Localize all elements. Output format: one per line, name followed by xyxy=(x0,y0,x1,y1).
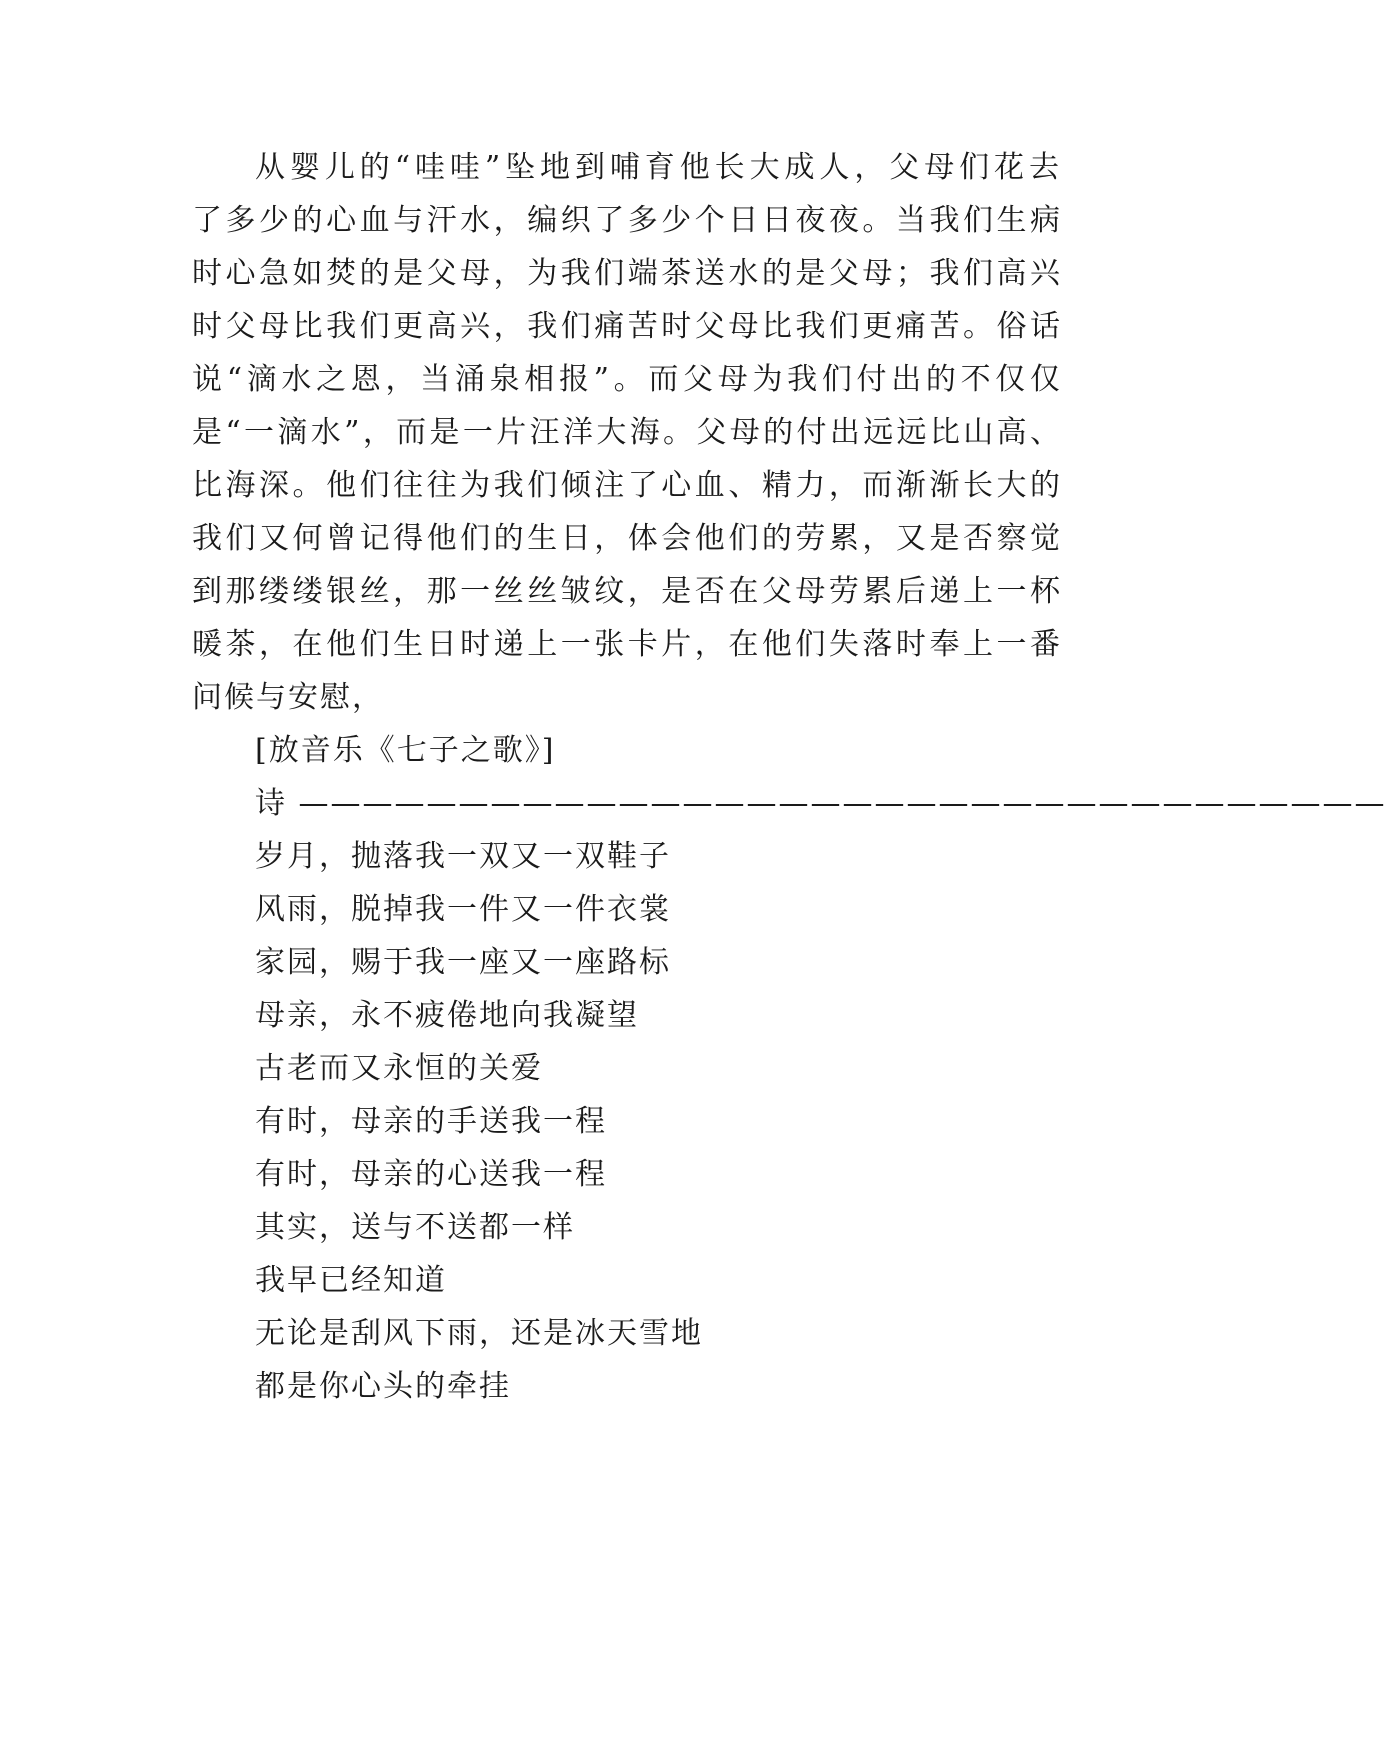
poem-line: 风雨，脱掉我一件又一件衣裳 xyxy=(255,892,671,927)
paragraph-line: 是“一滴水”，而是一片汪洋大海。父母的付出远远比山高、 xyxy=(192,415,1062,450)
poem-line: 其实，送与不送都一样 xyxy=(255,1210,575,1245)
poem-line: 古老而又永恒的关爱 xyxy=(255,1051,543,1086)
paragraph-line: 暖茶，在他们生日时递上一张卡片，在他们失落时奉上一番 xyxy=(192,627,1062,662)
music-note: [放音乐《七子之歌》] xyxy=(255,733,556,768)
paragraph-line: 我们又何曾记得他们的生日，体会他们的劳累，又是否察觉 xyxy=(192,521,1062,556)
paragraph-line: 说“滴水之恩，当涌泉相报”。而父母为我们付出的不仅仅 xyxy=(192,362,1062,397)
paragraph-line: 问候与安慰， xyxy=(192,680,384,715)
poem-line: 我早已经知道 xyxy=(255,1263,447,1298)
poem-line: 家园，赐于我一座又一座路标 xyxy=(255,945,671,980)
paragraph-line: 时父母比我们更高兴，我们痛苦时父母比我们更痛苦。俗话 xyxy=(192,309,1062,344)
paragraph-line: 时心急如焚的是父母，为我们端茶送水的是父母；我们高兴 xyxy=(192,256,1062,291)
poem-line: 岁月，抛落我一双又一双鞋子 xyxy=(255,839,671,874)
paragraph-line: 比海深。他们往往为我们倾注了心血、精力，而渐渐长大的 xyxy=(192,468,1062,503)
poem-line: 有时，母亲的心送我一程 xyxy=(255,1157,607,1192)
paragraph-line: 到那缕缕银丝，那一丝丝皱纹，是否在父母劳累后递上一杯 xyxy=(192,574,1062,609)
poem-heading: 诗 —————————————————————————————————— xyxy=(255,786,1387,821)
poem-line: 有时，母亲的手送我一程 xyxy=(255,1104,607,1139)
poem-line: 母亲，永不疲倦地向我凝望 xyxy=(255,998,639,1033)
paragraph-line: 从婴儿的“哇哇”坠地到哺育他长大成人，父母们花去 xyxy=(255,150,1061,185)
poem-line: 都是你心头的牵挂 xyxy=(255,1369,511,1404)
paragraph-line: 了多少的心血与汗水，编织了多少个日日夜夜。当我们生病 xyxy=(192,203,1062,238)
poem-line: 无论是刮风下雨，还是冰天雪地 xyxy=(255,1316,703,1351)
